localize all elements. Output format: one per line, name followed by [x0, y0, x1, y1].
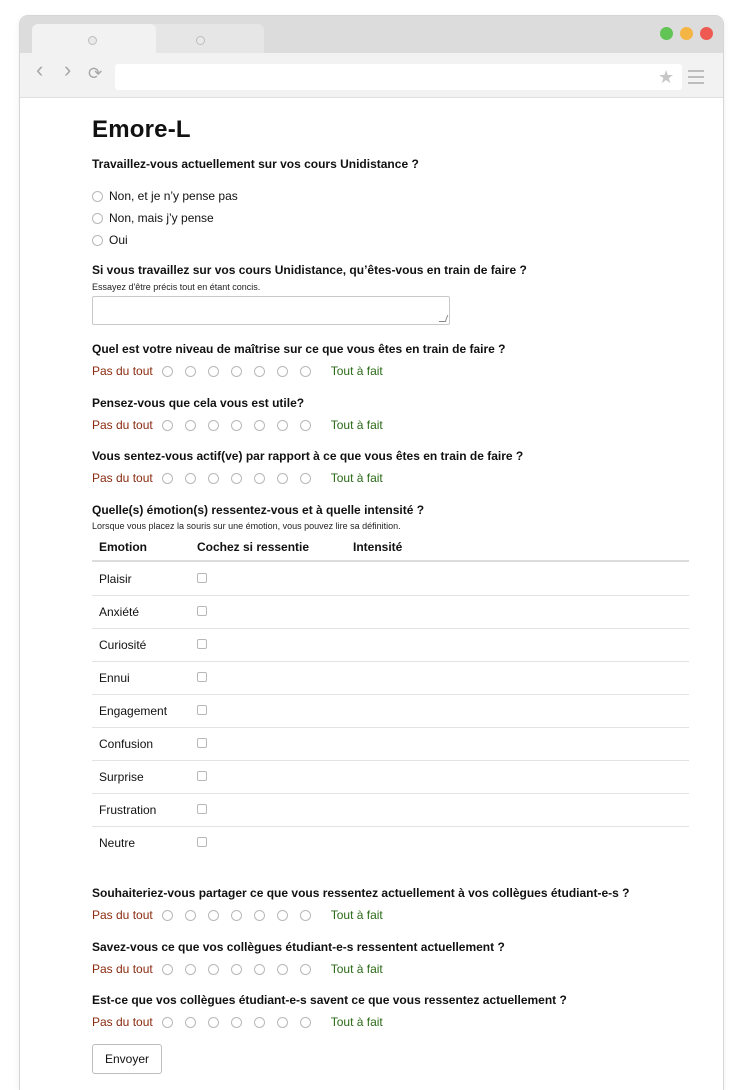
know-others-scale [92, 962, 383, 976]
scale-option-7[interactable] [300, 366, 311, 377]
tab-bar [20, 16, 723, 53]
emotion-row-anxiete [92, 595, 689, 629]
forward-icon[interactable]: › [64, 57, 72, 82]
scale-high-label: Tout à fait [330, 364, 383, 378]
emotion-row-plaisir [92, 562, 689, 596]
scale-option-5[interactable] [254, 366, 265, 377]
option-no-not-thinking[interactable] [92, 189, 238, 203]
emotion-row-confusion [92, 727, 689, 761]
radio-button[interactable] [92, 191, 103, 202]
browser-tab-1[interactable] [32, 24, 156, 54]
scale-option-7[interactable] [300, 420, 311, 431]
scale-option-1[interactable] [162, 964, 173, 975]
emotion-label: Frustration [99, 803, 157, 817]
others-know-scale [92, 1015, 383, 1029]
scale-option-3[interactable] [208, 366, 219, 377]
question-emotions: Quelle(s) émotion(s) ressentez-vous et à quelle intensité ? [92, 503, 425, 517]
emotion-checkbox[interactable] [197, 606, 207, 616]
maximize-button[interactable] [660, 27, 673, 40]
scale-option-5[interactable] [254, 473, 265, 484]
scale-low-label: Pas du tout [92, 908, 153, 922]
scale-option-5[interactable] [254, 420, 265, 431]
close-button[interactable] [700, 27, 713, 40]
emotion-label: Confusion [99, 737, 154, 751]
question-know-others: Savez-vous ce que vos collègues étudiant-e-s ressentent actuellement ? [92, 940, 505, 954]
question-working: Travaillez-vous actuellement sur vos cours Unidistance ? [92, 157, 419, 171]
emotion-label: Curiosité [99, 638, 147, 652]
active-scale [92, 471, 383, 485]
header-check: Cochez si ressentie [197, 540, 310, 554]
scale-option-1[interactable] [162, 910, 173, 921]
scale-option-3[interactable] [208, 1017, 219, 1028]
scale-option-5[interactable] [254, 910, 265, 921]
radio-button[interactable] [92, 213, 103, 224]
scale-option-2[interactable] [185, 964, 196, 975]
scale-high-label: Tout à fait [330, 908, 383, 922]
scale-low-label: Pas du tout [92, 418, 153, 432]
scale-option-7[interactable] [300, 473, 311, 484]
question-share: Souhaiteriez-vous partager ce que vous ressentez actuellement à vos collègues étudiant-e-s ? [92, 886, 630, 900]
option-no-thinking[interactable] [92, 211, 214, 225]
scale-option-3[interactable] [208, 964, 219, 975]
question-useful: Pensez-vous que cela vous est utile? [92, 396, 305, 410]
emotion-checkbox[interactable] [197, 573, 207, 583]
scale-option-4[interactable] [231, 1017, 242, 1028]
emotion-checkbox[interactable] [197, 771, 207, 781]
scale-low-label: Pas du tout [92, 962, 153, 976]
question-hint: Essayez d'être précis tout en étant concis. [92, 282, 261, 292]
scale-option-6[interactable] [277, 366, 288, 377]
option-label: Non, mais j’y pense [109, 211, 214, 225]
mastery-scale [92, 364, 383, 378]
scale-option-4[interactable] [231, 910, 242, 921]
minimize-button[interactable] [680, 27, 693, 40]
submit-button[interactable]: Envoyer [92, 1044, 162, 1074]
scale-option-3[interactable] [208, 420, 219, 431]
emotion-table-header [92, 536, 689, 562]
scale-option-7[interactable] [300, 964, 311, 975]
scale-option-4[interactable] [231, 473, 242, 484]
header-intensity: Intensité [353, 540, 403, 554]
emotion-checkbox[interactable] [197, 804, 207, 814]
scale-low-label: Pas du tout [92, 471, 153, 485]
emotion-checkbox[interactable] [197, 672, 207, 682]
scale-option-3[interactable] [208, 910, 219, 921]
question-active: Vous sentez-vous actif(ve) par rapport à ce que vous êtes en train de faire ? [92, 449, 524, 463]
scale-option-5[interactable] [254, 964, 265, 975]
scale-option-3[interactable] [208, 473, 219, 484]
emotions-hint: Lorsque vous placez la souris sur une émotion, vous pouvez lire sa définition. [92, 521, 401, 531]
scale-option-1[interactable] [162, 366, 173, 377]
scale-option-2[interactable] [185, 910, 196, 921]
scale-option-5[interactable] [254, 1017, 265, 1028]
emotion-row-curiosite [92, 628, 689, 662]
scale-option-1[interactable] [162, 1017, 173, 1028]
question-mastery: Quel est votre niveau de maîtrise sur ce que vous êtes en train de faire ? [92, 342, 506, 356]
emotion-label: Ennui [99, 671, 130, 685]
emotion-label: Anxiété [99, 605, 140, 619]
scale-high-label: Tout à fait [330, 418, 383, 432]
scale-high-label: Tout à fait [330, 1015, 383, 1029]
tab-favicon-icon [196, 36, 205, 45]
resize-handle-icon[interactable] [439, 315, 449, 322]
scale-low-label: Pas du tout [92, 364, 153, 378]
scale-option-7[interactable] [300, 1017, 311, 1028]
scale-option-7[interactable] [300, 910, 311, 921]
emotion-row-frustration [92, 793, 689, 827]
browser-tab-2[interactable] [140, 24, 264, 54]
scale-high-label: Tout à fait [330, 962, 383, 976]
emotion-checkbox[interactable] [197, 639, 207, 649]
emotion-row-neutre [92, 826, 689, 859]
option-label: Oui [109, 233, 128, 247]
question-others-know: Est-ce que vos collègues étudiant-e-s savent ce que vous ressentez actuellement ? [92, 993, 567, 1007]
scale-option-6[interactable] [277, 420, 288, 431]
emotion-label: Surprise [99, 770, 144, 784]
scale-option-6[interactable] [277, 473, 288, 484]
scale-option-6[interactable] [277, 964, 288, 975]
back-icon[interactable]: ‹ [36, 57, 44, 82]
scale-high-label: Tout à fait [330, 471, 383, 485]
emotion-checkbox[interactable] [197, 705, 207, 715]
share-scale [92, 908, 383, 922]
option-yes[interactable] [92, 233, 128, 247]
scale-option-4[interactable] [231, 366, 242, 377]
scale-option-6[interactable] [277, 910, 288, 921]
scale-low-label: Pas du tout [92, 1015, 153, 1029]
scale-option-1[interactable] [162, 473, 173, 484]
reload-icon[interactable]: ⟳ [88, 64, 103, 83]
scale-option-4[interactable] [231, 964, 242, 975]
emotion-row-engagement [92, 694, 689, 728]
star-icon[interactable]: ★ [658, 67, 675, 87]
scale-option-6[interactable] [277, 1017, 288, 1028]
scale-option-2[interactable] [185, 420, 196, 431]
menu-icon[interactable] [688, 70, 704, 88]
question-doing: Si vous travaillez sur vos cours Unidistance, qu’êtes-vous en train de faire ? [92, 263, 527, 277]
emotion-checkbox[interactable] [197, 837, 207, 847]
scale-option-2[interactable] [185, 473, 196, 484]
page-title: Emore-L [92, 116, 191, 143]
emotion-row-surprise [92, 760, 689, 794]
window-controls [660, 27, 713, 40]
useful-scale [92, 418, 383, 432]
radio-button[interactable] [92, 235, 103, 246]
address-bar[interactable] [115, 64, 682, 90]
emotion-label: Neutre [99, 836, 136, 850]
doing-textarea[interactable] [92, 296, 450, 325]
scale-option-4[interactable] [231, 420, 242, 431]
emotion-row-ennui [92, 661, 689, 695]
scale-option-2[interactable] [185, 1017, 196, 1028]
header-emotion: Emotion [99, 540, 147, 554]
option-label: Non, et je n’y pense pas [109, 189, 238, 203]
scale-option-2[interactable] [185, 366, 196, 377]
scale-option-1[interactable] [162, 420, 173, 431]
emotion-label: Engagement [99, 704, 168, 718]
navigation-bar [20, 53, 723, 98]
emotion-checkbox[interactable] [197, 738, 207, 748]
browser-window [20, 16, 723, 1090]
emotion-label: Plaisir [99, 572, 132, 586]
tab-favicon-icon [88, 36, 97, 45]
